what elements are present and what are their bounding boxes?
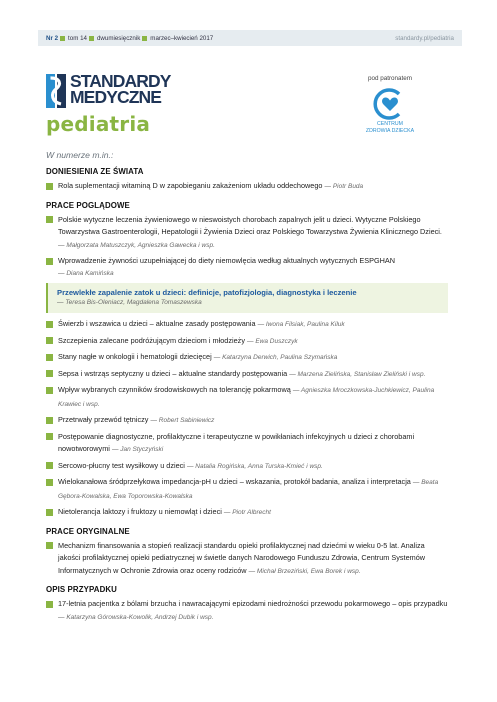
article-item[interactable] (46, 476, 448, 503)
article-authors: — Natalia Rogińska, Anna Turska-Kmieć i wsp. (186, 462, 323, 470)
square-bullet-icon (46, 216, 53, 223)
article-authors: — Piotr Buda (324, 183, 364, 190)
article-item[interactable] (46, 351, 448, 365)
article-title: Sepsa i wstrząs septyczny u dzieci – aktualne standardy postępowania (58, 368, 288, 378)
article-title: Wielokanałowa śródprzełykowa impedancja-pH u dzieci – wskazania, protokół badania, analiza i interpretacja (58, 477, 411, 486)
patron-name-line2: ZDROWIA DZIECKA (365, 128, 415, 134)
article-title: 17-letnia pacjentka z bólami brzucha i nawracającymi epizodami niedrożności przewodu pokarmowego – opis przypadku (58, 599, 448, 608)
article-title: Sercowo-płucny test wysiłkowy u dzieci (58, 460, 185, 470)
brand-line2: MEDYCZNE (70, 87, 161, 107)
article-item[interactable] (46, 180, 448, 194)
square-bullet-icon (46, 321, 53, 328)
article-item[interactable] (46, 335, 448, 349)
article-title: Nietolerancja laktozy i fruktozy u niemowląt i dzieci (58, 507, 222, 516)
article-authors: — Diana Kamińska (58, 269, 114, 277)
article-title: Przetrwały przewód tętniczy (58, 415, 149, 424)
journal-title: pediatria (46, 112, 151, 136)
patronage-block (352, 75, 428, 135)
square-bullet-icon (46, 337, 53, 344)
patron-name (352, 121, 428, 135)
article-item[interactable] (46, 460, 448, 474)
article-item[interactable] (46, 214, 448, 253)
square-bullet-icon (46, 601, 53, 608)
article-title: Wprowadzenie żywności uzupełniającej do diety niemowlęcia według aktualnych wytycznych ESPGHAN (58, 256, 396, 265)
journal-url[interactable]: standardy.pl/pediatria (395, 34, 454, 42)
featured-article[interactable] (46, 283, 448, 313)
volume: tom 14 (68, 34, 87, 42)
brand-line1: STANDARDY (70, 71, 171, 91)
article-authors: — Jan Styczyński (111, 446, 164, 453)
period: marzec–kwiecień 2017 (150, 34, 214, 42)
square-bullet-icon (46, 354, 53, 361)
article-item[interactable] (46, 368, 448, 382)
article-authors: — Katarzyna Górowska-Kowolik, Andrzej Dubik i wsp. (58, 613, 214, 621)
journal-logo (46, 71, 226, 136)
article-title: Polskie wytyczne leczenia żywieniowego w nieswoistych chorobach zapalnych jelit u dzieci. Wytyczne Polskiego Towarzystwa Gastroenterologii, Hepatologii i Żywienia Dzieci oraz Polskiego Towarzystwa Żywienia Klinicznego Dzieci. (58, 214, 442, 236)
contents-intro: W numerze m.in.: (46, 150, 114, 160)
section-title: OPIS PRZYPADKU (46, 585, 117, 594)
article-authors: — Iwona Filsiak, Paulina Kiluk (257, 321, 345, 328)
table-of-contents (46, 150, 448, 627)
square-bullet-icon (46, 509, 53, 516)
square-bullet-icon (142, 36, 147, 41)
featured-article-title: Przewlekłe zapalenie zatok u dzieci: definicje, patofizjologia, diagnostyka i leczenie (57, 288, 357, 297)
article-authors: — Beata Gębora-Kowalska, Ewa Toporowska-Kowalska (58, 479, 439, 500)
article-authors: — Michał Brzeziński, Ewa Borek i wsp. (248, 567, 361, 575)
article-title: Wpływ wybranych czynników środowiskowych na tolerancję pokarmową (58, 385, 291, 394)
article-authors: — Piotr Albrecht (223, 509, 271, 516)
article-item[interactable] (46, 318, 448, 332)
square-bullet-icon (46, 462, 53, 469)
section-title: PRACE POGLĄDOWE (46, 200, 130, 210)
article-title: Świerzb i wszawica u dzieci – aktualne zasady postępowania (58, 319, 256, 328)
article-title: Postępowanie diagnostyczne, profilaktyczne i terapeutyczne w powikłaniach infekcyjnych u dzieci z chorobami nowotworowymi (58, 431, 415, 453)
square-bullet-icon (46, 258, 53, 265)
square-bullet-icon (46, 387, 53, 394)
issue-meta (46, 35, 213, 42)
square-bullet-icon (60, 36, 65, 41)
square-bullet-icon (46, 433, 53, 440)
article-authors: — Marzena Zielińska, Stanisław Zieliński i wsp. (289, 370, 426, 378)
square-bullet-icon (46, 417, 53, 424)
article-item[interactable] (46, 506, 448, 520)
article-item[interactable] (46, 384, 448, 411)
square-bullet-icon (89, 36, 94, 41)
article-title: Stany nagłe w onkologii i hematologii dziecięcej (58, 352, 212, 361)
patron-name-line1: CENTRUM (377, 121, 403, 127)
square-bullet-icon (46, 183, 53, 190)
article-authors: — Katarzyna Derwich, Paulina Szymańska (213, 354, 338, 361)
square-bullet-icon (46, 479, 53, 486)
section-title: DONIESIENIA ZE ŚWIATA (46, 167, 144, 176)
article-title: Rola suplementacji witaminą D w zapobieganiu zakażeniom układu oddechowego (58, 181, 323, 190)
standardy-s-logo-icon (46, 74, 66, 108)
square-bullet-icon (46, 542, 53, 549)
section-title: PRACE ORYGINALNE (46, 526, 130, 536)
brand-wordmark (70, 73, 170, 105)
frequency: dwumiesięcznik (96, 34, 141, 42)
article-item[interactable] (46, 414, 448, 428)
article-authors: — Małgorzata Matuszczyk, Agnieszka Gawecka i wsp. (58, 241, 215, 249)
article-item[interactable] (46, 598, 448, 624)
heart-logo-icon (371, 88, 409, 120)
square-bullet-icon (46, 370, 53, 377)
issue-number: Nr 2 (46, 34, 59, 42)
article-authors: — Ewa Duszczyk (247, 337, 298, 345)
article-item[interactable] (46, 431, 448, 457)
featured-article-authors: — Teresa Bis-Oleniacz, Magdalena Tomaszewska (57, 299, 202, 306)
article-item[interactable] (46, 540, 448, 579)
issue-info-bar (38, 30, 462, 46)
article-title: Szczepienia zalecane podróżującym dzieciom i młodzieży (58, 335, 245, 345)
article-authors: — Agnieszka Mroczkowska-Juchkiewicz, Paulina Krawiec i wsp. (58, 387, 435, 408)
article-item[interactable] (46, 255, 448, 280)
article-authors: — Robert Sabiniewicz (150, 417, 215, 424)
article-title: Mechanizm finansowania a stopień realizacji standardu opieki profilaktycznej nad dziećmi w wieku 0-5 lat. Analiza jakości profilaktycznej opieki pediatrycznej w świetle danych Narodowego Funduszu Zdrowia, Centrum Systemów Informatycznych w Ochronie Zdrowia oraz oceny rodziców (58, 540, 426, 575)
patronage-label: pod patronatem (367, 75, 413, 82)
